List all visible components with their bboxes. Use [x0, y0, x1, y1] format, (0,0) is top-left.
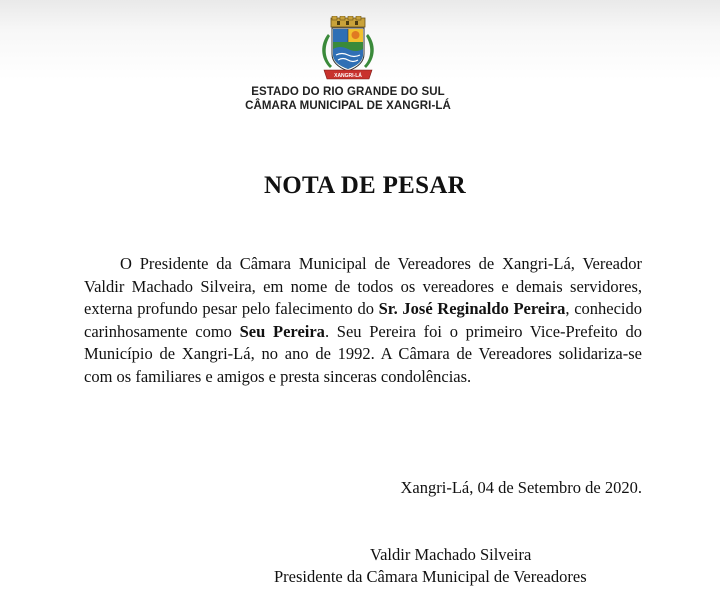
paragraph-part-2: , conhecido carinhosamente como [84, 299, 642, 341]
shield [332, 28, 364, 71]
paragraph-part-1: O Presidente da Câmara Municipal de Vereadores de Xangri-Lá, Vereador Valdir Machado Silveira, em nome de todos os vereadores e demais servidores, externa profundo pesar pelo falecimento do [84, 254, 642, 319]
mural-crown [331, 16, 365, 27]
deceased-nickname: Seu Pereira [239, 321, 325, 341]
paragraph-part-3: . Seu Pereira foi o primeiro Vice-Prefeito do Município de Xangri-Lá, no ano de 1992. A Câmara de Vereadores solidariza-se com os familiares e amigos e presta sinceras condolências. [84, 321, 642, 386]
institution-header [0, 85, 696, 113]
chamber-name: CÂMARA MUNICIPAL DE XANGRI-LÁ [245, 100, 451, 112]
deceased-name: Sr. José Reginaldo Pereira [378, 299, 566, 319]
municipal-coat-of-arms [318, 16, 378, 82]
crest-ribbon [324, 70, 372, 79]
document-title: NOTA DE PESAR [263, 172, 467, 199]
left-branch [322, 34, 332, 68]
signatory-name: Valdir Machado Silveira [370, 545, 532, 564]
condolence-paragraph [84, 253, 642, 389]
signatory-role: Presidente da Câmara Municipal de Vereadores [274, 567, 587, 586]
right-branch [364, 34, 374, 68]
place-and-date: Xangri-Lá, 04 de Setembro de 2020. [400, 478, 642, 497]
svg-text:XANGRI-LÁ: XANGRI-LÁ [334, 73, 362, 79]
state-name: ESTADO DO RIO GRANDE DO SUL [251, 86, 445, 98]
